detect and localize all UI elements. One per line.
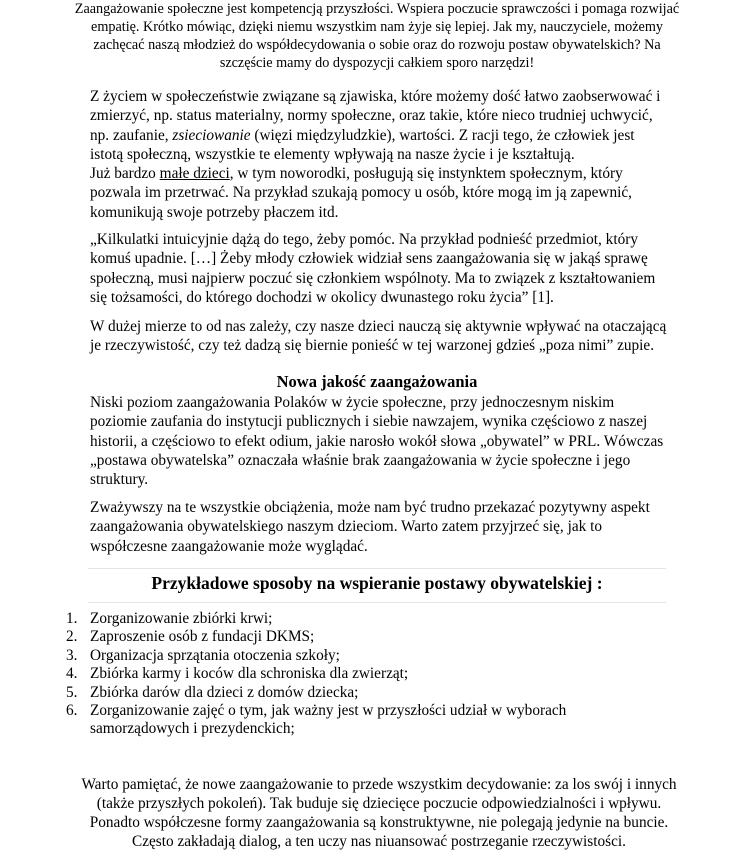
list-item-number: 6. [66,702,78,720]
list-item-text: Zaproszenie osób z fundacji DKMS; [90,628,315,646]
list-item-number: 4. [66,665,78,683]
underlined-link[interactable]: małe dzieci [159,165,230,183]
list-item-number: 3. [66,646,78,664]
list-item-number: 2. [66,628,78,646]
paragraph-low-engagement: Niski poziom zaangażowania Polaków w życie społeczne, przy jednoczesnym niskim poziomie zaufania do instytucji publicznych i siebie nawzajem, wynika częściowo z naszej historii, a częściowo to efekt odium, jakie narosło wokół słowa „obywatel” w PRL. Wówczas „postawa obywatelska” oznaczała właśnie brak zaangażowania w życie społeczne i jego struktury. [90,394,664,489]
list-item [60,684,660,702]
list-item-number: 5. [66,683,78,701]
list-item-text: Zbiórka darów dla dzieci z domów dziecka; [90,683,359,701]
heading-box-top-border [88,568,666,569]
list-item [60,702,660,739]
paragraph-social-life [90,87,670,222]
list-item [60,665,660,683]
list-item-text: Zorganizowanie zbiórki krwi; [90,610,273,627]
intro-paragraph: Zaangażowanie społeczne jest kompetencją przyszłości. Wspiera poczucie sprawczości i pomaga rozwijać empatię. Krótko mówiąc, dzięki niemu wszystkim nam żyje się lepiej. Jak my, nauczyciele, możemy zachęcać naszą młodzież do współdecydowania o sobie oraz do rozwoju postaw obywatelskich? Na szczęście mamy do dyspozycji całkiem sporo narzędzi! [74,1,680,71]
closing-paragraph: Warto pamiętać, że nowe zaangażowanie to przede wszystkim decydowanie: za los swój i innych (także przyszłych pokoleń). Tak buduje się dziecięce poczucie odpowiedzialności i wpływu. Ponadto współczesne formy zaangażowania są konstruktywne, nie polegają jedynie na buncie. Często zakładają dialog, a ten uczy nas niuansować postrzeganie rzeczywistości. [81,776,677,850]
list-item [60,628,660,646]
list-item-number: 1. [66,610,78,627]
paragraph-social-life-text-d: , w tym noworodki, posługują się instynktem społecznym, który pozwala im przetrwać. Na przykład szukają pomocy u osób, które mogą im ją zapewnić, komunikują swoje potrzeby płaczem itd. [90,165,632,221]
italic-term: zsieciowanie [172,126,251,144]
heading-box-bottom-border [88,602,666,603]
list-item [60,610,660,628]
section-heading-examples: Przykładowe sposoby na wspieranie postawy obywatelskiej : [151,573,603,593]
paragraph-social-life-text-b: (więzi międzyludzkie), wartości. Z racji tego, że człowiek jest istotą społeczną, wszystkie te elementy wpływają na nasze życie i je kształtują. [90,126,635,163]
paragraph-social-life-text-a: Z życiem w społeczeństwie związane są zjawiska, które możemy dość łatwo zaobserwować i zmierzyć, np. status materialny, normy społeczne, oraz takie, które nieco trudniej uchwycić, np. zaufanie, [90,88,661,144]
paragraph-social-life-text-c: Już bardzo [90,165,160,183]
list-item-text: Zorganizowanie zajęć o tym, jak ważny jest w przyszłości udział w wyborach samorządowych i prezydenckich; [90,702,567,738]
list-item-text: Zbiórka karmy i koców dla schroniska dla zwierząt; [90,665,409,683]
list-item-text: Organizacja sprzątania otoczenia szkoły; [90,646,340,664]
paragraph-influence: W dużej mierze to od nas zależy, czy nasze dzieci nauczą się aktywnie wpływać na otaczającą je rzeczywistość, czy też dadzą się biernie ponieść w tej warzonej gdzieś „poza nimi” zupie. [90,318,667,355]
quote-paragraph: „Kilkulatki intuicyjnie dążą do tego, żeby pomóc. Na przykład podnieść przedmiot, który komuś upadnie. […] Żeby młody człowiek widział sens zaangażowania się w jakąś sprawę społeczną, musi najpierw poczuć się członkiem wspólnoty. Ma to związek z kształtowaniem się tożsamości, do którego dochodzi w okolicy dwunastego roku życia” [1]. [90,231,656,306]
paragraph-burdens: Zważywszy na te wszystkie obciążenia, może nam być trudno przekazać pozytywny aspekt zaangażowania obywatelskiego naszym dzieciom. Warto zatem przyjrzeć się, jak to współczesne zaangażowanie może wyglądać. [90,499,650,555]
examples-list [60,610,660,739]
section-heading-new-quality: Nowa jakość zaangażowania [276,372,478,391]
list-item [60,647,660,665]
